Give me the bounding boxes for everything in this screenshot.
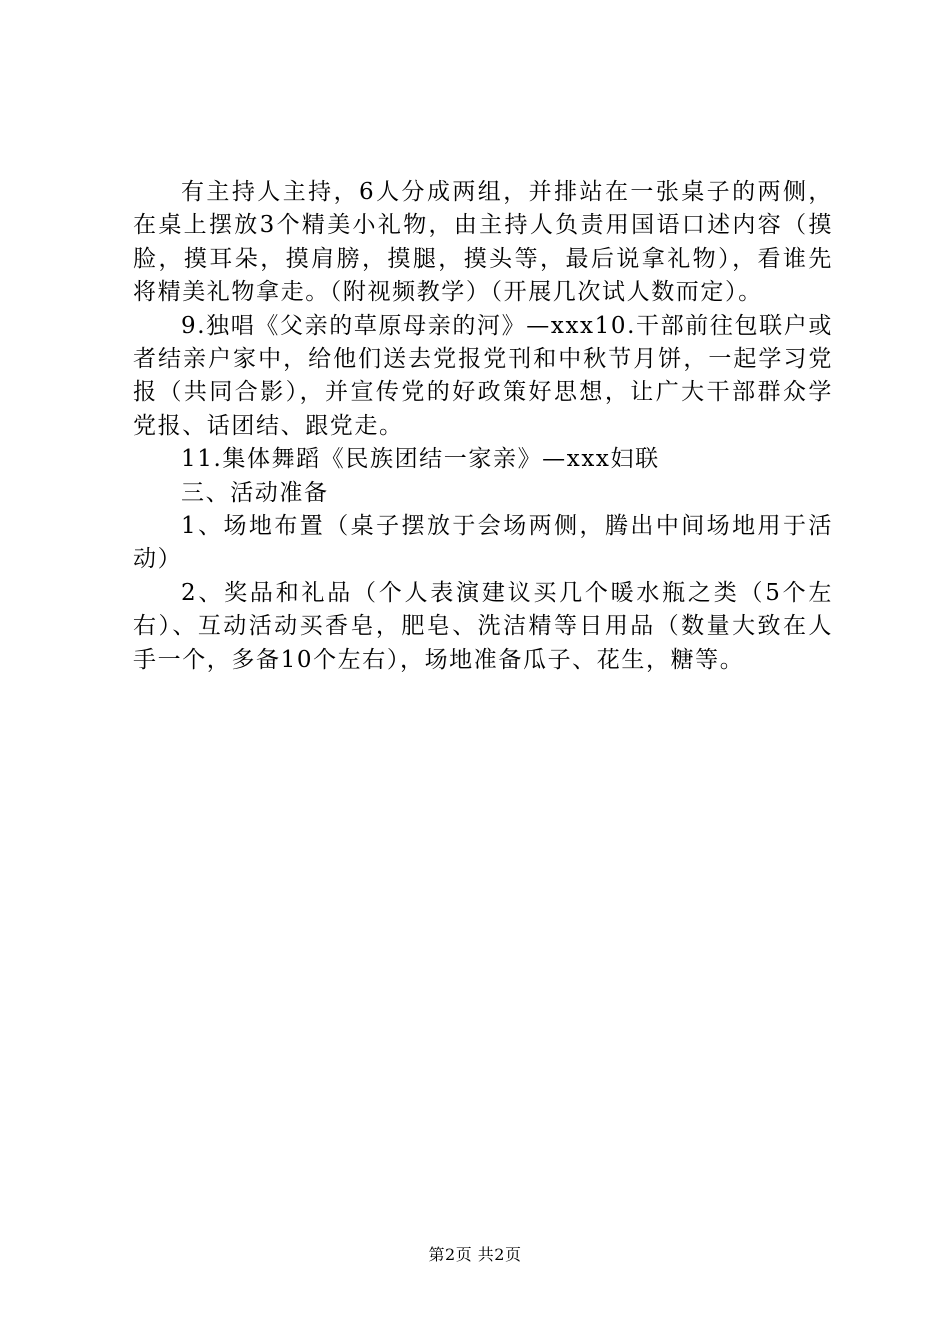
- document-body: [133, 176, 833, 677]
- paragraph-game-rules: 有主持人主持，6人分成两组，并排站在一张桌子的两侧，在桌上摆放3个精美小礼物，由主持人负责用国语口述内容（摸脸，摸耳朵，摸肩膀，摸腿，摸头等，最后说拿礼物），看谁先将精美礼物拿走。（附视频教学）（开展几次试人数而定）。: [133, 179, 833, 306]
- paragraph-item-11: 11.集体舞蹈《民族团结一家亲》—xxx妇联: [181, 446, 660, 473]
- paragraph-venue-setup: 1、场地布置（桌子摆放于会场两侧，腾出中间场地用于活动）: [133, 513, 833, 573]
- paragraph-item-9-10: 9.独唱《父亲的草原母亲的河》—xxx10.干部前往包联户或者结亲户家中，给他们送去党报党刊和中秋节月饼，一起学习党报（共同合影），并宣传党的好政策好思想，让广大干部群众学党报、话团结、跟党走。: [133, 312, 833, 439]
- paragraph-prizes-gifts: 2、奖品和礼品（个人表演建议买几个暖水瓶之类（5个左右）、互动活动买香皂，肥皂、洗洁精等日用品（数量大致在人手一个，多备10个左右），场地准备瓜子、花生，糖等。: [133, 579, 833, 673]
- section-heading-preparation: 三、活动准备: [181, 479, 329, 506]
- page-footer: 第2页 共2页: [428, 1245, 522, 1264]
